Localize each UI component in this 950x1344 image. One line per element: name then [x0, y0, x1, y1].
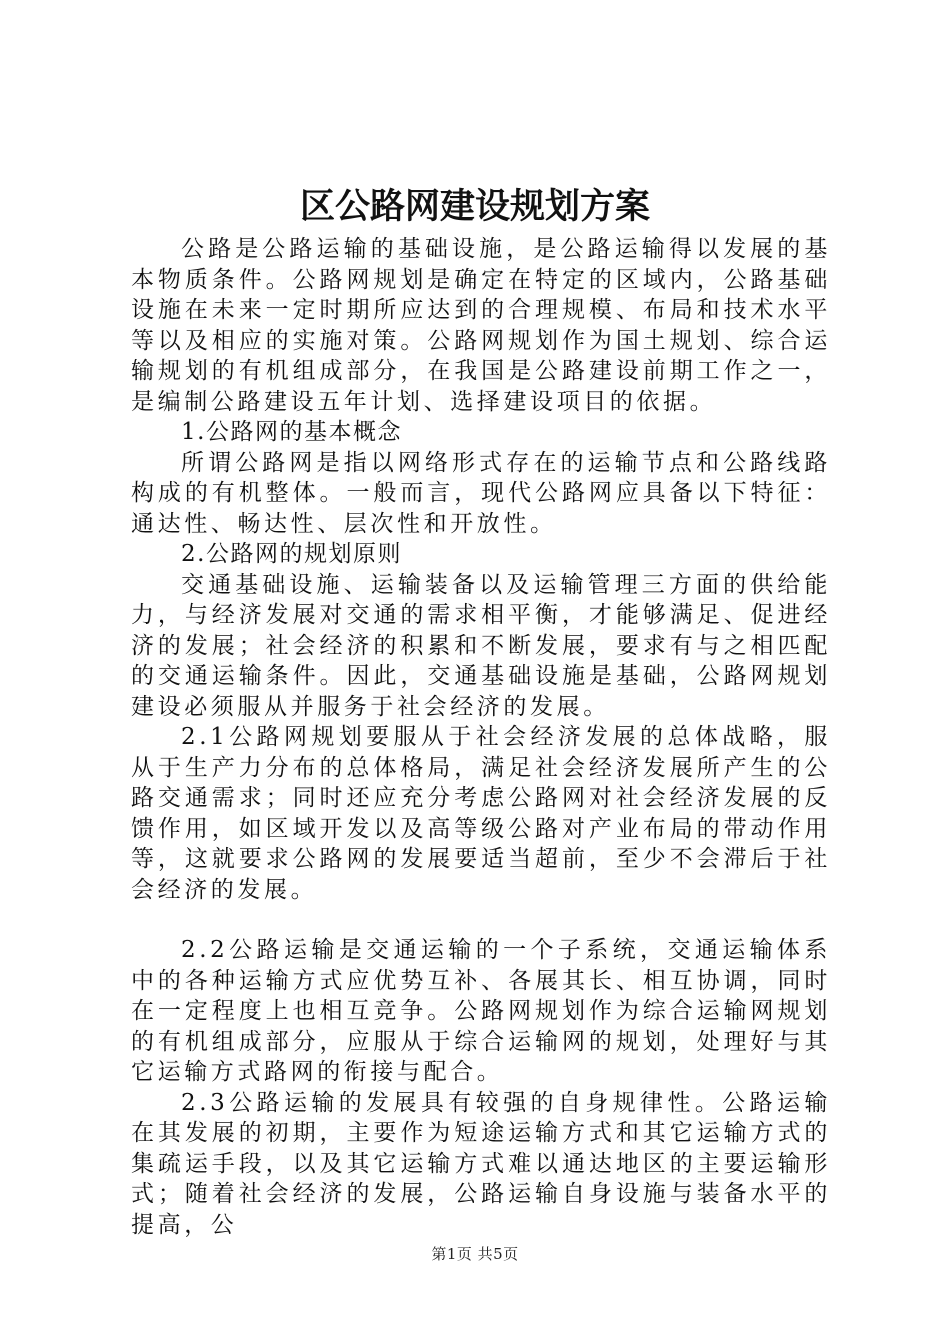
paragraph-principles: 交通基础设施、运输装备以及运输管理三方面的供给能力，与经济发展对交通的需求相平衡，才能够满足、促进经济的发展；社会经济的积累和不断发展，要求有与之相匹配的交通运输条件。因此，交通基础设施是基础，公路网规划建设必须服从并服务于社会经济的发展。: [131, 571, 831, 720]
paragraph-basic-concept: 所谓公路网是指以网络形式存在的运输节点和公路线路构成的有机整体。一般而言，现代公路网应具备以下特征：通达性、畅达性、层次性和开放性。: [131, 449, 831, 537]
document-body: [131, 234, 831, 1240]
document-title: 区公路网建设规划方案: [299, 187, 650, 227]
page-number-footer: 第1页 共5页: [431, 1245, 519, 1263]
paragraph-spacer: [131, 905, 831, 935]
paragraph-2-1: 2.1公路网规划要服从于社会经济发展的总体战略，服从于生产力分布的总体格局，满足社会经济发展所产生的公路交通需求；同时还应充分考虑公路网对社会经济发展的反馈作用，如区域开发以及高等级公路对产业布局的带动作用等，这就要求公路网的发展要适当超前，至少不会滞后于社会经济的发展。: [131, 724, 831, 903]
paragraph-intro: 公路是公路运输的基础设施，是公路运输得以发展的基本物质条件。公路网规划是确定在特定的区域内，公路基础设施在未来一定时期所应达到的合理规模、布局和技术水平等以及相应的实施对策。公路网规划作为国土规划、综合运输规划的有机组成部分，在我国是公路建设前期工作之一，是编制公路建设五年计划、选择建设项目的依据。: [131, 236, 831, 415]
section-heading-2: 2.公路网的规划原则: [181, 541, 402, 567]
section-heading-1: 1.公路网的基本概念: [181, 419, 402, 445]
paragraph-2-2: 2.2公路运输是交通运输的一个子系统，交通运输体系中的各种运输方式应优势互补、各展其长、相互协调，同时在一定程度上也相互竞争。公路网规划作为综合运输网规划的有机组成部分，应服从于综合运输网的规划，处理好与其它运输方式路网的衔接与配合。: [131, 937, 831, 1085]
paragraph-2-3: 2.3公路运输的发展具有较强的自身规律性。公路运输在其发展的初期，主要作为短途运输方式和其它运输方式的集疏运手段，以及其它运输方式难以通达地区的主要运输形式；随着社会经济的发展，公路运输自身设施与装备水平的提高，公: [131, 1089, 831, 1238]
